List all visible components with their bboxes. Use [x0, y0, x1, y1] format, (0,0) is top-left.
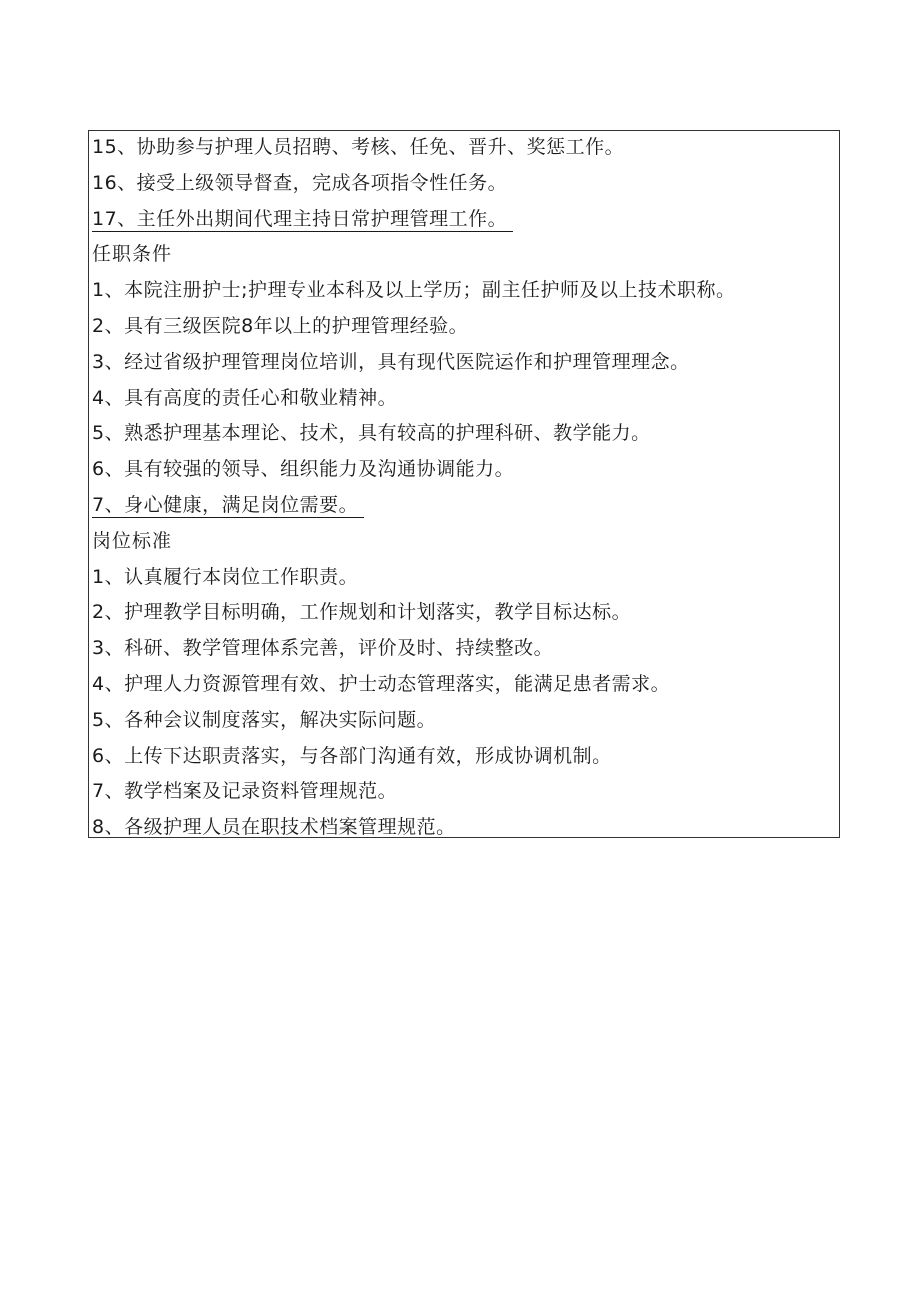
qualification-item-1 [92, 275, 839, 311]
duty-item-16-text: 16、接受上级领导督查，完成各项指令性任务。 [92, 171, 508, 194]
standard-item-5-text: 5、各种会议制度落实，解决实际问题。 [92, 708, 437, 731]
standard-item-3 [92, 633, 839, 669]
standard-item-8-text: 8、各级护理人员在职技术档案管理规范。 [92, 816, 456, 839]
standard-item-1 [92, 562, 839, 598]
qualification-item-4-text: 4、具有高度的责任心和敬业精神。 [92, 386, 398, 409]
duty-item-17 [92, 204, 839, 240]
section-heading-standards [92, 526, 839, 562]
standard-item-7-text: 7、教学档案及记录资料管理规范。 [92, 780, 398, 803]
qualification-item-6-text: 6、具有较强的领导、组织能力及沟通协调能力。 [92, 458, 515, 481]
standard-item-3-text: 3、科研、教学管理体系完善，评价及时、持续整改。 [92, 637, 554, 660]
standard-item-4-text: 4、护理人力资源管理有效、护士动态管理落实，能满足患者需求。 [92, 672, 671, 695]
qualification-item-6 [92, 454, 839, 490]
standard-item-7 [92, 776, 839, 812]
section-heading-standards-text: 岗位标准 [92, 529, 173, 552]
qualification-item-7-text: 7、身心健康，满足岗位需要。 [92, 494, 364, 518]
duty-item-15-text: 15、协助参与护理人员招聘、考核、任免、晋升、奖惩工作。 [92, 136, 625, 158]
qualification-item-3-text: 3、经过省级护理管理岗位培训，具有现代医院运作和护理管理理念。 [92, 350, 690, 373]
qualification-item-5 [92, 418, 839, 454]
section-heading-qualifications [92, 239, 839, 275]
standard-item-1-text: 1、认真履行本岗位工作职责。 [92, 565, 359, 588]
section-heading-qualifications-text: 任职条件 [92, 243, 173, 266]
qualification-item-2 [92, 311, 839, 347]
standard-item-5 [92, 705, 839, 741]
standard-item-6-text: 6、上传下达职责落实，与各部门沟通有效，形成协调机制。 [92, 744, 612, 767]
qualification-item-7 [92, 490, 839, 526]
qualification-item-1-text: 1、本院注册护士;护理专业本科及以上学历；副主任护师及以上技术职称。 [92, 279, 736, 302]
standard-item-2-text: 2、护理教学目标明确，工作规划和计划落实，教学目标达标。 [92, 601, 632, 624]
duty-item-17-text: 17、主任外出期间代理主持日常护理管理工作。 [92, 208, 513, 232]
standard-item-8 [92, 812, 839, 848]
standard-item-6 [92, 741, 839, 777]
duty-item-15 [92, 132, 839, 168]
duty-item-16 [92, 168, 839, 204]
standard-item-2 [92, 597, 839, 633]
qualification-item-5-text: 5、熟悉护理基本理论、技术，具有较高的护理科研、教学能力。 [92, 422, 651, 445]
standard-item-4 [92, 669, 839, 705]
job-description-table-cell [88, 130, 840, 838]
qualification-item-2-text: 2、具有三级医院8年以上的护理管理经验。 [92, 314, 469, 337]
qualification-item-4 [92, 383, 839, 419]
qualification-item-3 [92, 347, 839, 383]
